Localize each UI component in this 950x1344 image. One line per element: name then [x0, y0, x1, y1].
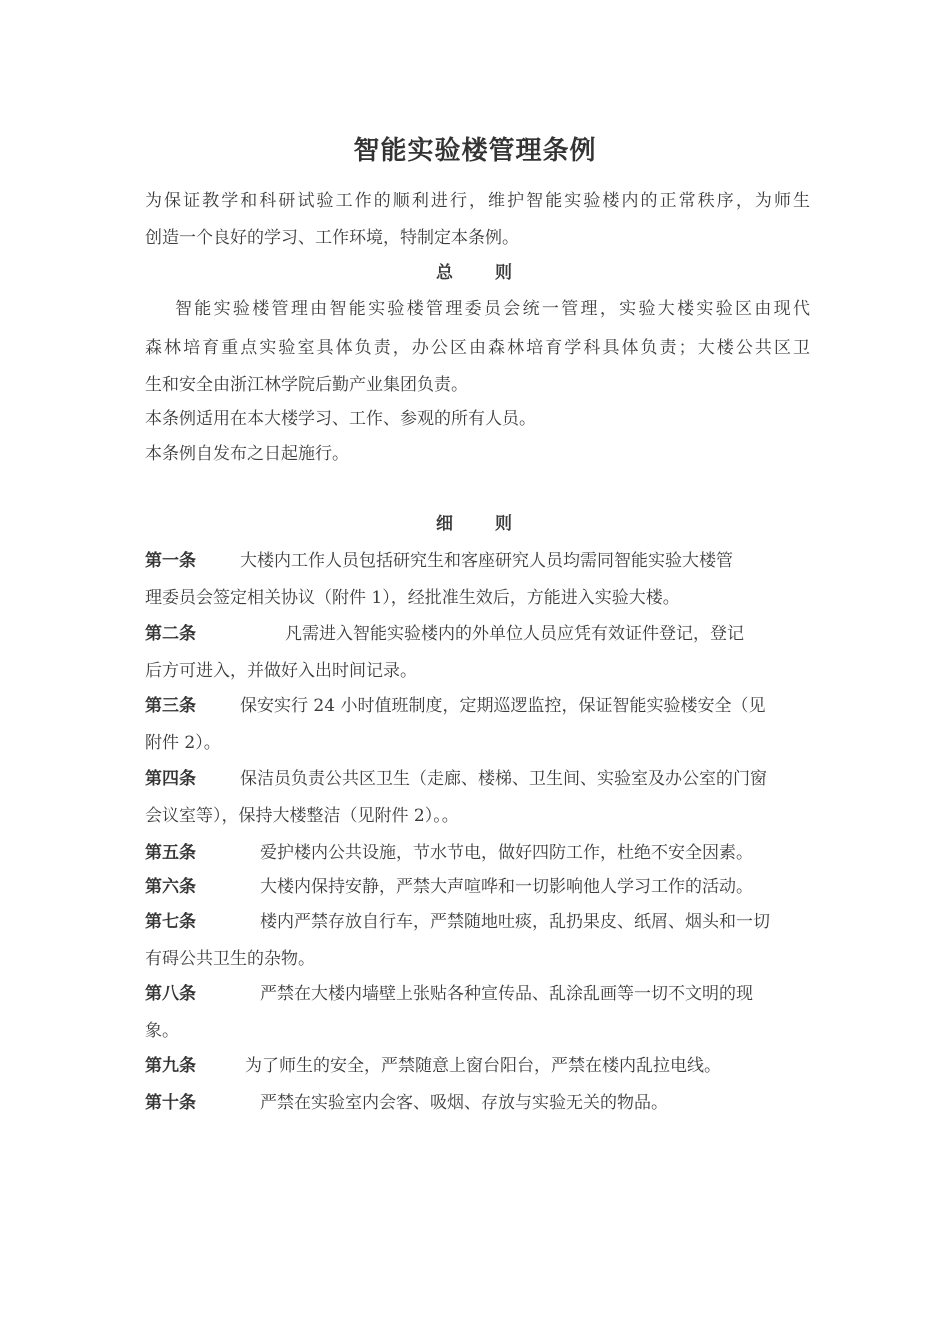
article-3 — [145, 694, 810, 718]
heading-char: 总 — [436, 263, 455, 283]
article-label: 第八条 — [145, 984, 196, 1004]
article-4-cont: 会议室等），保持大楼整洁（见附件 2）。。 — [145, 806, 459, 826]
article-text: 凡需进入智能实验楼内的外单位人员应凭有效证件登记，登记 — [285, 624, 744, 644]
article-text: 严禁在实验室内会客、吸烟、存放与实验无关的物品。 — [260, 1093, 668, 1113]
article-text: 保安实行 24 小时值班制度，定期巡逻监控，保证智能实验楼安全（见 — [240, 696, 766, 716]
article-label: 第七条 — [145, 912, 196, 932]
article-2-cont: 后方可进入，并做好入出时间记录。 — [145, 661, 417, 681]
article-text: 大楼内保持安静，严禁大声喧哗和一切影响他人学习工作的活动。 — [260, 877, 753, 897]
article-5 — [145, 841, 810, 865]
general-line: 智能实验楼管理由智能实验楼管理委员会统一管理，实验大楼实验区由现代 — [175, 299, 810, 319]
page-title: 智能实验楼管理条例 — [353, 136, 597, 166]
article-1 — [145, 549, 810, 573]
general-line: 本条例自发布之日起施行。 — [145, 444, 349, 464]
article-label: 第四条 — [145, 769, 196, 789]
article-7-cont: 有碍公共卫生的杂物。 — [145, 949, 315, 969]
heading-char: 则 — [495, 514, 514, 534]
article-7 — [145, 910, 810, 934]
article-label: 第六条 — [145, 877, 196, 897]
article-2 — [145, 622, 810, 646]
general-line: 生和安全由浙江林学院后勤产业集团负责。 — [145, 375, 468, 395]
general-line: 本条例适用在本大楼学习、工作、参观的所有人员。 — [145, 409, 536, 429]
article-6 — [145, 875, 810, 899]
article-text: 为了师生的安全，严禁随意上窗台阳台，严禁在楼内乱拉电线。 — [245, 1056, 721, 1076]
section-heading-general — [0, 261, 950, 285]
article-10 — [145, 1091, 810, 1115]
article-text: 爱护楼内公共设施，节水节电，做好四防工作，杜绝不安全因素。 — [260, 843, 753, 863]
article-label: 第五条 — [145, 843, 196, 863]
article-label: 第二条 — [145, 624, 196, 644]
article-label: 第三条 — [145, 696, 196, 716]
general-line: 森林培育重点实验室具体负责，办公区由森林培育学科具体负责；大楼公共区卫 — [145, 338, 810, 358]
article-8 — [145, 982, 810, 1006]
section-heading-detail — [0, 512, 950, 536]
article-text: 楼内严禁存放自行车，严禁随地吐痰，乱扔果皮、纸屑、烟头和一切 — [260, 912, 770, 932]
article-1-cont: 理委员会签定相关协议（附件 1），经批准生效后，方能进入实验大楼。 — [145, 588, 680, 608]
article-label: 第一条 — [145, 551, 196, 571]
article-label: 第十条 — [145, 1093, 196, 1113]
heading-char: 则 — [495, 263, 514, 283]
article-8-cont: 象。 — [145, 1021, 179, 1041]
article-text: 严禁在大楼内墙壁上张贴各种宣传品、乱涂乱画等一切不文明的现 — [260, 984, 753, 1004]
article-9 — [145, 1054, 810, 1078]
article-3-cont: 附件 2）。 — [145, 733, 221, 753]
article-text: 大楼内工作人员包括研究生和客座研究人员均需同智能实验大楼管 — [240, 551, 733, 571]
intro-line: 创造一个良好的学习、工作环境，特制定本条例。 — [145, 228, 519, 248]
article-4 — [145, 767, 810, 791]
heading-char: 细 — [436, 514, 455, 534]
article-text: 保洁员负责公共区卫生（走廊、楼梯、卫生间、实验室及办公室的门窗 — [240, 769, 767, 789]
article-label: 第九条 — [145, 1056, 196, 1076]
intro-line: 为保证教学和科研试验工作的顺利进行，维护智能实验楼内的正常秩序，为师生 — [145, 191, 810, 211]
